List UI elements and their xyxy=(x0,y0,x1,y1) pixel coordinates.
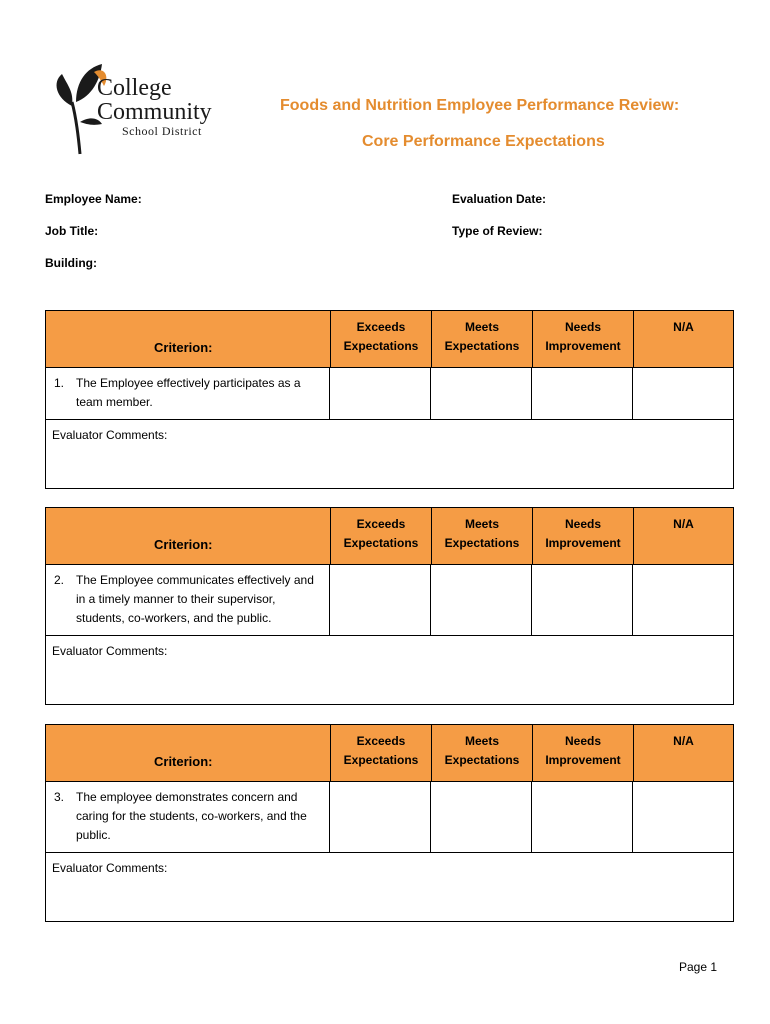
page-subtitle: Core Performance Expectations xyxy=(362,133,605,150)
page-number: Page 1 xyxy=(679,960,718,974)
evaluator-comments-box[interactable] xyxy=(46,636,733,666)
logo-text-college: College xyxy=(97,75,172,101)
evaluator-comments-label: Evaluator Comments: xyxy=(52,644,168,658)
meets-expectations-header: Meets Expectations xyxy=(432,508,533,564)
exceeds-expectations-header: Exceeds Expectations xyxy=(331,508,432,564)
needs-rating-cell[interactable] xyxy=(532,782,633,852)
criterion-text: The Employee effectively participates as a team member. xyxy=(76,376,301,409)
needs-rating-cell[interactable] xyxy=(532,368,633,419)
criterion-heading: Criterion: xyxy=(154,340,213,355)
meets-expectations-header: Meets Expectations xyxy=(432,311,533,367)
needs-improvement-header: Needs Improvement xyxy=(533,311,634,367)
needs-rating-cell[interactable] xyxy=(532,565,633,635)
meets-expectations-header: Meets Expectations xyxy=(432,725,533,781)
page-title: Foods and Nutrition Employee Performance Review: xyxy=(280,97,680,114)
criterion-row xyxy=(46,782,733,853)
criterion-row xyxy=(46,368,733,420)
criterion-number: 1. xyxy=(54,376,65,390)
criterion-header xyxy=(46,508,733,565)
criterion-row xyxy=(46,565,733,636)
na-rating-cell[interactable] xyxy=(633,565,733,635)
criterion-header xyxy=(46,311,733,368)
needs-improvement-header: Needs Improvement xyxy=(533,725,634,781)
criterion-text: The Employee communicates effectively and in a timely manner to their supervisor, students, co-workers, and the public. xyxy=(76,573,314,625)
job-title-label: Job Title: xyxy=(45,224,99,238)
employee-name-label: Employee Name: xyxy=(45,192,142,206)
exceeds-expectations-header: Exceeds Expectations xyxy=(331,725,432,781)
na-header: N/A xyxy=(673,320,694,334)
criterion-header xyxy=(46,725,733,782)
meets-rating-cell[interactable] xyxy=(431,368,532,419)
na-header: N/A xyxy=(673,734,694,748)
criterion-heading: Criterion: xyxy=(154,754,213,769)
criterion-text: The employee demonstrates concern and caring for the students, co-workers, and the public. xyxy=(76,790,307,842)
exceeds-rating-cell[interactable] xyxy=(330,368,431,419)
type-of-review-label: Type of Review: xyxy=(452,224,543,238)
exceeds-expectations-header: Exceeds Expectations xyxy=(331,311,432,367)
criterion-number: 2. xyxy=(54,573,65,587)
logo-text-community: Community xyxy=(97,99,212,125)
exceeds-rating-cell[interactable] xyxy=(330,782,431,852)
evaluator-comments-box[interactable] xyxy=(46,420,733,450)
na-rating-cell[interactable] xyxy=(633,782,733,852)
na-rating-cell[interactable] xyxy=(633,368,733,419)
evaluator-comments-label: Evaluator Comments: xyxy=(52,861,168,875)
evaluation-date-label: Evaluation Date: xyxy=(452,192,547,206)
exceeds-rating-cell[interactable] xyxy=(330,565,431,635)
na-header: N/A xyxy=(673,517,694,531)
logo-text-school-district: School District xyxy=(122,124,202,138)
criterion-heading: Criterion: xyxy=(154,537,213,552)
building-label: Building: xyxy=(45,256,97,270)
criterion-section-1 xyxy=(45,310,734,489)
needs-improvement-header: Needs Improvement xyxy=(533,508,634,564)
evaluator-comments-box[interactable] xyxy=(46,853,733,883)
meets-rating-cell[interactable] xyxy=(431,782,532,852)
district-logo xyxy=(50,62,240,158)
criterion-section-3 xyxy=(45,724,734,922)
evaluator-comments-label: Evaluator Comments: xyxy=(52,428,168,442)
criterion-section-2 xyxy=(45,507,734,705)
meets-rating-cell[interactable] xyxy=(431,565,532,635)
criterion-number: 3. xyxy=(54,790,65,804)
